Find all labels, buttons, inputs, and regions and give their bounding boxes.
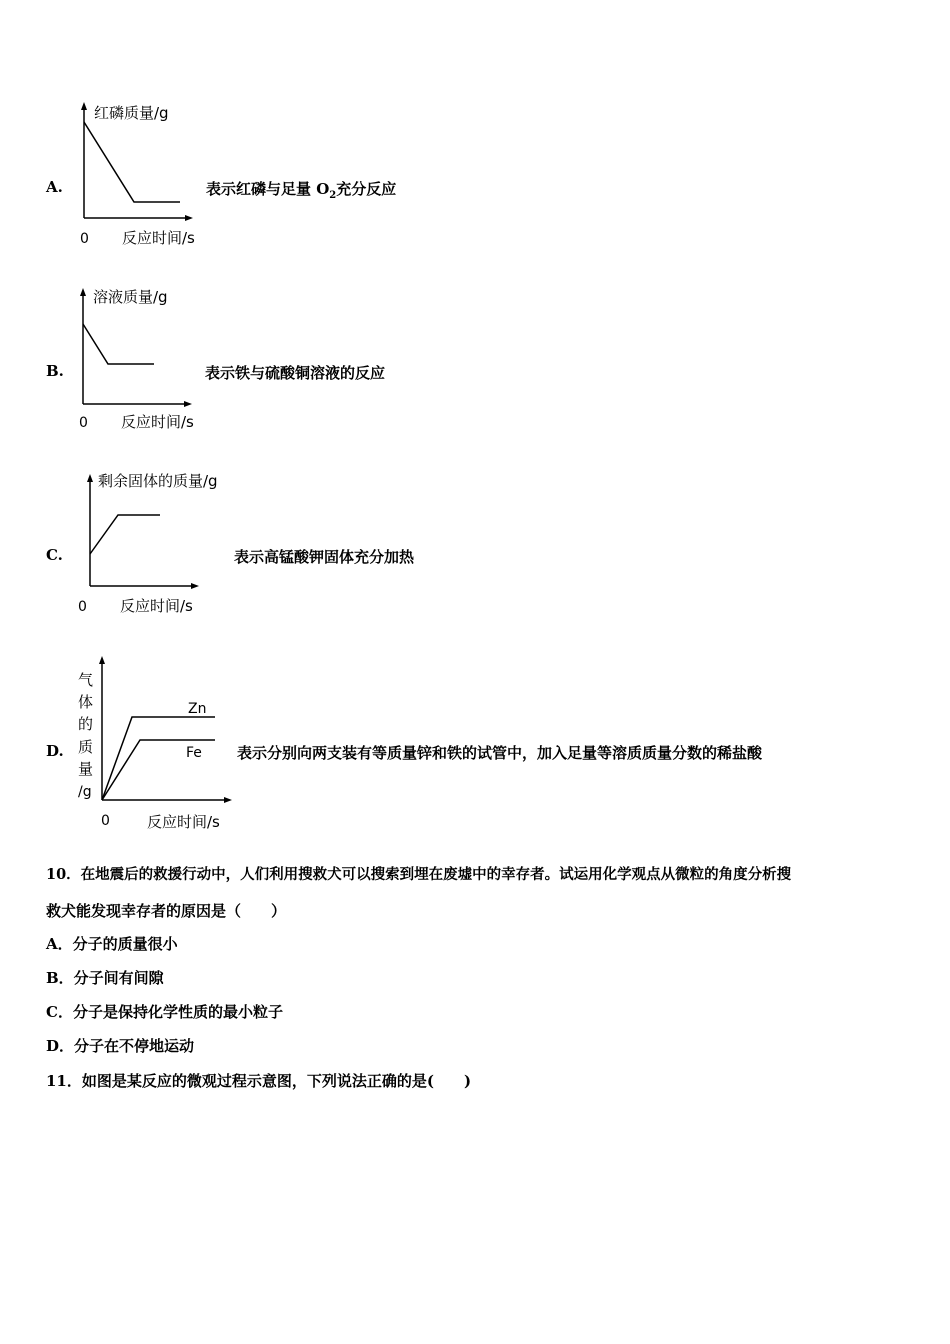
y-axis-label-char: /g: [78, 784, 92, 800]
x-axis-label: 反应时间/s: [122, 229, 195, 247]
option-a-letter: A.: [46, 178, 63, 196]
series-fe-label: Fe: [186, 745, 202, 761]
y-axis-label: 溶液质量/g: [93, 288, 168, 306]
option-a-desc: 表示红磷与足量 $O_2$充分反应: [206, 180, 397, 201]
y-axis-label-char: 的: [78, 715, 94, 733]
x-axis-label: 反应时间/s: [121, 413, 194, 431]
option-b-letter: B.: [46, 362, 64, 380]
origin-label: 0: [78, 599, 87, 615]
graph-b: [71, 282, 211, 432]
y-axis-label: 剩余固体的质量/g: [98, 472, 218, 490]
curve-b: [83, 324, 154, 364]
option-d-letter: D.: [46, 742, 64, 760]
question-10-choice-d: D．分子在不停地运动: [46, 1037, 195, 1055]
curve-c: [90, 515, 160, 554]
y-axis-label-char: 气: [78, 671, 94, 689]
y-axis-arrow: [87, 474, 93, 482]
x-axis-label: 反应时间/s: [147, 813, 220, 831]
origin-label: 0: [80, 231, 89, 247]
graph-c: [78, 466, 238, 616]
series-zn-label: Zn: [188, 701, 207, 717]
y-axis-label-char: 体: [78, 693, 94, 711]
curve-a: [84, 122, 180, 202]
y-axis-label-char: 量: [78, 760, 94, 778]
question-11: 11．如图是某反应的微观过程示意图，下列说法正确的是( ): [46, 1072, 472, 1090]
y-axis-arrow: [80, 288, 86, 296]
x-axis-arrow: [224, 797, 232, 803]
y-axis-label: 红磷质量/g: [94, 104, 169, 122]
x-axis-arrow: [191, 583, 199, 589]
y-axis-arrow: [81, 102, 87, 110]
origin-label: 0: [101, 813, 110, 829]
question-10-choice-b: B．分子间有间隙: [46, 969, 164, 987]
option-b-desc: 表示铁与硫酸铜溶液的反应: [205, 364, 386, 382]
question-10-line2: 救犬能发现幸存者的原因是（ ）: [46, 902, 287, 920]
y-axis-arrow: [99, 656, 105, 664]
graph-d: [74, 650, 244, 835]
origin-label: 0: [79, 415, 88, 431]
option-d-desc: 表示分别向两支装有等质量锌和铁的试管中，加入足量等溶质质量分数的稀盐酸: [237, 744, 763, 762]
question-10-line1: 10．在地震后的救援行动中，人们利用搜救犬可以搜索到埋在废墟中的幸存者。试运用化学观点从微粒的角度分析搜: [46, 866, 792, 883]
question-10-choice-c: C．分子是保持化学性质的最小粒子: [46, 1003, 283, 1021]
x-axis-label: 反应时间/s: [120, 597, 193, 615]
question-10-choice-a: A．分子的质量很小: [46, 935, 178, 953]
option-c-desc: 表示高锰酸钾固体充分加热: [234, 548, 415, 566]
graph-a: [72, 98, 212, 248]
x-axis-arrow: [184, 401, 192, 407]
y-axis-label-char: 质: [78, 738, 94, 756]
option-c-letter: C.: [46, 546, 63, 564]
x-axis-arrow: [185, 215, 193, 221]
